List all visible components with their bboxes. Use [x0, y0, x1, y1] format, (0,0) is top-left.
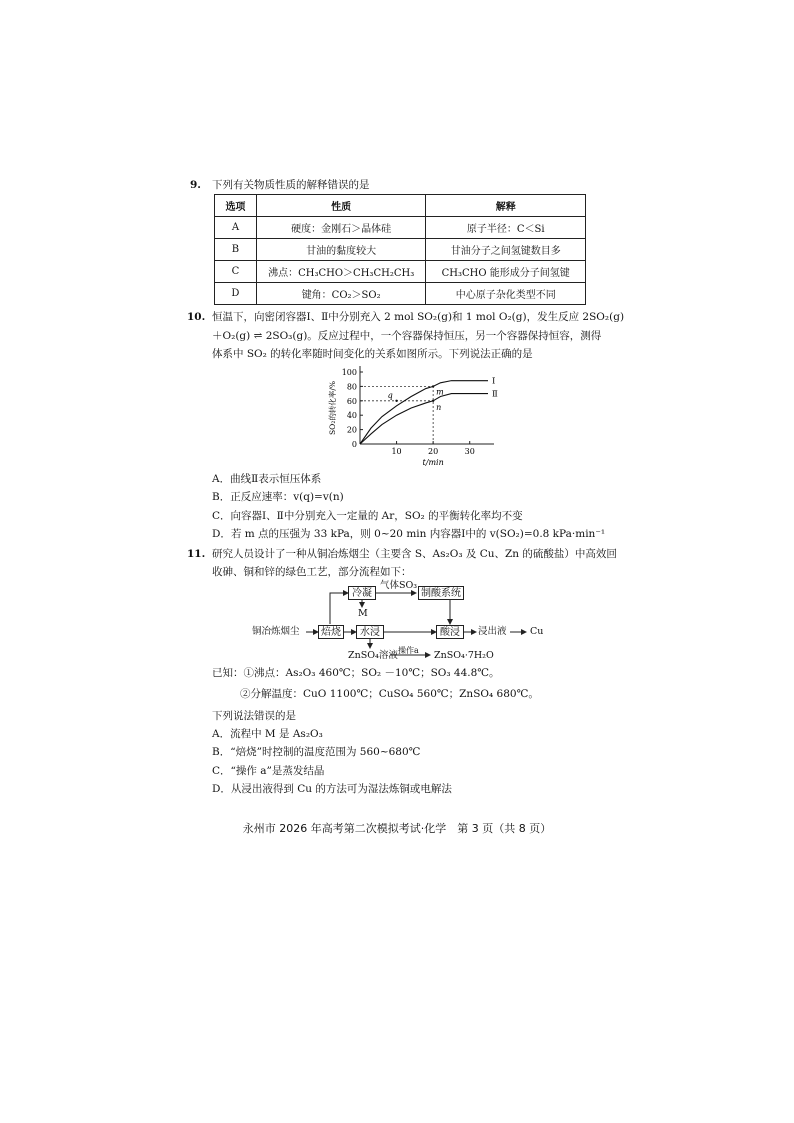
flow-condense-box: 冷凝: [348, 586, 376, 600]
table-cell: D: [215, 283, 257, 305]
data-point: [395, 400, 397, 402]
series-label: Ⅱ: [492, 389, 498, 400]
q10-option-d: D．若 m 点的压强为 33 kPa，则 0~20 min 内容器Ⅰ中的 v(SO₂)=0.8 kPa·min⁻¹: [212, 528, 606, 540]
table-cell: C: [215, 261, 257, 283]
flow-leachate-label: 浸出液: [478, 626, 507, 637]
q11-option-d: D．从浸出液得到 Cu 的方法可为湿法炼铜或电解法: [212, 783, 452, 795]
y-tick-label: 40: [346, 411, 357, 421]
flow-gas-label: 气体SO₃: [380, 580, 418, 591]
flow-acid-leach-box: 酸浸: [436, 625, 464, 639]
table-row: [215, 283, 586, 305]
flow-acid-system-box: 制酸系统: [418, 586, 464, 600]
q10-stem-line3: 体系中 SO₂ 的转化率随时间变化的关系如图所示。下列说法正确的是: [212, 348, 533, 360]
page-footer: 永州市 2026 年高考第二次模拟考试·化学 第 3 页（共 8 页）: [242, 822, 552, 835]
x-tick-label: 10: [391, 447, 402, 456]
q10-option-a: A．曲线Ⅱ表示恒压体系: [212, 473, 322, 485]
header-explanation: 解释: [426, 195, 586, 217]
header-property: 性质: [256, 195, 426, 217]
series-line-1: [360, 381, 488, 444]
q11-ask: 下列说法错误的是: [212, 710, 296, 722]
table-row: [215, 239, 586, 261]
flow-znso4-solution: ZnSO₄溶液: [348, 650, 398, 661]
q9-stem: 下列有关物质性质的解释错误的是: [212, 179, 370, 191]
y-tick-label: 80: [346, 382, 357, 392]
table-cell: A: [215, 217, 257, 239]
table-cell: 键角：CO₂＞SO₂: [256, 283, 426, 305]
x-tick-label: 20: [428, 447, 439, 456]
flow-operation-a: 操作a: [398, 646, 419, 655]
q10-number: 10.: [187, 311, 206, 323]
q10-stem-line1: 恒温下，向密闭容器Ⅰ、Ⅱ中分别充入 2 mol SO₂(g)和 1 mol O₂(g)，发生反应 2SO₂(g): [212, 311, 625, 323]
q11-option-a: A．流程中 M 是 As₂O₃: [212, 728, 323, 740]
q9-number: 9.: [190, 179, 201, 191]
series-label: Ⅰ: [492, 376, 496, 387]
x-axis-label: t/min: [422, 458, 444, 467]
table-cell: 原子半径：C＜Si: [426, 217, 586, 239]
table-cell: CH₃CHO 能形成分子间氢键: [426, 261, 586, 283]
point-label: n: [436, 402, 442, 412]
table-cell: 中心原子杂化类型不同: [426, 283, 586, 305]
q11-known-2: ②分解温度：CuO 1100℃；CuSO₄ 560℃；ZnSO₄ 680℃。: [240, 688, 539, 700]
table-cell: B: [215, 239, 257, 261]
table-cell: 沸点：CH₃CHO＞CH₃CH₂CH₃: [256, 261, 426, 283]
point-label: q: [387, 390, 393, 400]
x-tick-label: 30: [464, 447, 475, 456]
q10-option-b: B．正反应速率：v(q)=v(n): [212, 491, 344, 503]
header-option: 选项: [215, 195, 257, 217]
table-header-row: [215, 195, 586, 217]
q11-option-b: B．“焙烧”时控制的温度范围为 560~680℃: [212, 746, 421, 758]
table-row: [215, 217, 586, 239]
y-tick-label: 0: [351, 440, 357, 449]
data-point: [432, 385, 434, 387]
q10-option-c: C．向容器Ⅰ、Ⅱ中分别充入一定量的 Ar，SO₂ 的平衡转化率均不变: [212, 510, 523, 522]
flow-cu-label: Cu: [530, 626, 544, 637]
q11-number: 11.: [187, 548, 206, 560]
q11-stem-line2: 收砷、铜和锌的绿色工艺，部分流程如下：: [212, 566, 412, 578]
flow-znso4-crystal: ZnSO₄·7H₂O: [434, 650, 494, 661]
q11-option-c: C．“操作 a”是蒸发结晶: [212, 765, 325, 777]
table-row: [215, 261, 586, 283]
q11-known-1: 已知：①沸点：As₂O₃ 460℃；SO₂ －10℃；SO₃ 44.8℃。: [212, 667, 500, 679]
q10-stem-line2: ＋O₂(g) ⇌ 2SO₃(g)。反应过程中，一个容器保持恒压，另一个容器保持恒容，测得: [212, 330, 602, 342]
y-tick-label: 20: [346, 425, 357, 435]
flow-m-label: M: [358, 608, 368, 619]
table-cell: 硬度：金刚石＞晶体硅: [256, 217, 426, 239]
data-point: [432, 400, 434, 402]
y-axis-label: SO₂的转化率/%: [328, 381, 337, 435]
table-cell: 甘油分子之间氢键数目多: [426, 239, 586, 261]
q9-table: [214, 194, 586, 305]
flow-raw-material: 铜冶炼烟尘: [252, 626, 300, 637]
y-tick-label: 100: [341, 368, 357, 377]
point-label: m: [436, 387, 444, 397]
q11-stem-line1: 研究人员设计了一种从铜冶炼烟尘（主要含 S、As₂O₃ 及 Cu、Zn 的硫酸盐）中高效回: [212, 548, 617, 560]
y-tick-label: 60: [346, 396, 357, 406]
flow-water-leach-box: 水浸: [356, 625, 384, 639]
so2-conversion-chart: [326, 362, 496, 470]
flow-roast-box: 焙烧: [318, 625, 344, 639]
table-cell: 甘油的黏度较大: [256, 239, 426, 261]
